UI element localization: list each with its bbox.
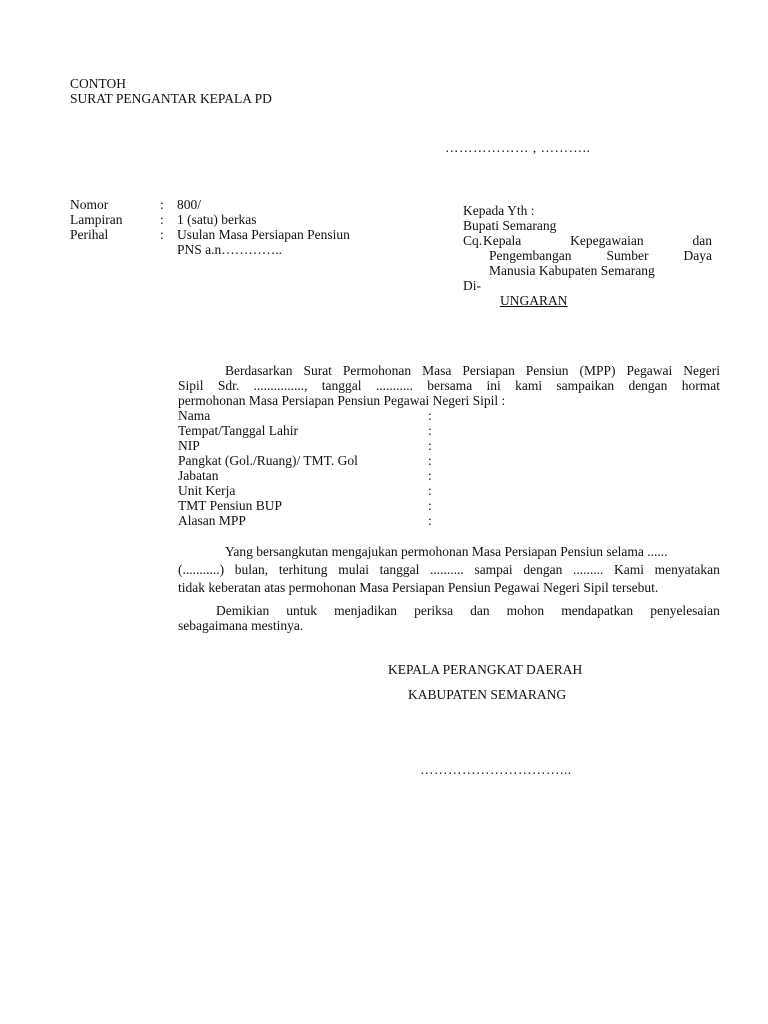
field-colon: : <box>428 468 432 483</box>
paragraph-intro <box>178 363 720 408</box>
perihal-colon: : <box>160 227 164 242</box>
word: kami <box>515 378 543 393</box>
word: dengan <box>628 378 668 393</box>
word: mohon <box>506 603 545 618</box>
word: untuk <box>286 603 318 618</box>
applicant-fields <box>178 408 448 528</box>
addressee-word: Pengembangan <box>489 248 572 263</box>
perihal-value: Usulan Masa Persiapan Pensiun <box>177 227 350 242</box>
heading-line-2: SURAT PENGANTAR KEPALA PD <box>70 91 272 106</box>
word: ......... <box>572 562 604 577</box>
addressee-cq-line <box>463 233 712 248</box>
word: dan <box>470 603 490 618</box>
paragraph-closing <box>178 603 720 633</box>
addressee-bupati: Bupati Semarang <box>463 218 557 233</box>
word: sampaikan <box>556 378 615 393</box>
paragraph-line: Yang bersangkutan mengajukan permohonan Masa Persiapan Pensiun selama ...... <box>225 544 668 559</box>
word: Demikian <box>216 603 270 618</box>
field-row <box>178 453 448 468</box>
paragraph-line: sebagaimana mestinya. <box>178 618 304 633</box>
letter-meta <box>70 197 387 257</box>
paragraph-line: tidak keberatan atas permohonan Masa Persiapan Pensiun Pegawai Negeri Sipil tersebut. <box>178 580 659 595</box>
word: tanggal <box>379 562 420 577</box>
nomor-value: 800/ <box>177 197 202 212</box>
addressee-cq-word: Kepegawaian <box>570 233 644 248</box>
perihal-value-continued: PNS a.n………….. <box>177 242 283 257</box>
field-row <box>178 483 448 498</box>
word: Persiapan <box>462 363 515 378</box>
paragraph-line <box>178 562 720 577</box>
field-colon: : <box>428 423 432 438</box>
field-label: NIP <box>178 438 200 453</box>
word: ..............., <box>253 378 308 393</box>
word: Berdasarkan <box>225 363 293 378</box>
word: menjadikan <box>334 603 398 618</box>
field-label: Pangkat (Gol./Ruang)/ TMT. Gol <box>178 453 358 468</box>
place-date-line: ……………… , ……….. <box>445 140 591 155</box>
addressee-cq-word: Cq. <box>463 233 483 248</box>
field-label: Tempat/Tanggal Lahir <box>178 423 298 438</box>
field-row <box>178 423 448 438</box>
word: Sipil <box>178 378 204 393</box>
word: menyatakan <box>654 562 720 577</box>
nomor-label: Nomor <box>70 197 109 212</box>
word: Surat <box>303 363 332 378</box>
lampiran-value: 1 (satu) berkas <box>177 212 257 227</box>
addressee-destination: UNGARAN <box>500 293 568 308</box>
addressee-line-3: Manusia Kabupaten Semarang <box>489 263 655 278</box>
field-colon: : <box>428 513 432 528</box>
word: bulan, <box>234 562 269 577</box>
document-heading <box>70 76 272 106</box>
word: Kami <box>614 562 645 577</box>
field-row <box>178 513 448 528</box>
addressee-kepada: Kepada Yth : <box>463 203 535 218</box>
word: tanggal <box>321 378 362 393</box>
paragraph-line <box>178 603 720 618</box>
word: periksa <box>414 603 454 618</box>
word: penyelesaian <box>650 603 720 618</box>
word: Sdr. <box>217 378 240 393</box>
paragraph-line: permohonan Masa Persiapan Pensiun Pegawai Negeri Sipil : <box>178 393 506 408</box>
word: bersama <box>427 378 473 393</box>
signature-subtitle: KABUPATEN SEMARANG <box>408 687 567 702</box>
addressee-block <box>463 203 712 308</box>
word: (...........) <box>178 562 225 577</box>
addressee-line-2 <box>463 248 712 263</box>
field-colon: : <box>428 498 432 513</box>
meta-row-perihal <box>70 227 387 242</box>
field-label: Alasan MPP <box>178 513 246 528</box>
field-label: Jabatan <box>178 468 219 483</box>
field-colon: : <box>428 408 432 423</box>
field-row <box>178 468 448 483</box>
word: Pegawai <box>626 363 673 378</box>
paragraph-line <box>178 363 720 378</box>
word: mendapatkan <box>561 603 634 618</box>
field-row <box>178 438 448 453</box>
nomor-colon: : <box>160 197 164 212</box>
lampiran-label: Lampiran <box>70 212 123 227</box>
word: Pensiun <box>525 363 569 378</box>
word: ........... <box>375 378 413 393</box>
signature-line <box>420 762 572 777</box>
word: sampai <box>474 562 513 577</box>
field-label: TMT Pensiun BUP <box>178 498 283 513</box>
field-colon: : <box>428 453 432 468</box>
addressee-di: Di- <box>463 278 481 293</box>
lampiran-colon: : <box>160 212 164 227</box>
word: Permohonan <box>342 363 412 378</box>
field-label: Nama <box>178 408 211 423</box>
word: (MPP) <box>579 363 616 378</box>
field-row <box>178 408 448 423</box>
word: Negeri <box>683 363 720 378</box>
meta-row-lampiran <box>70 212 387 227</box>
word: hormat <box>681 378 720 393</box>
addressee-cq-word: dan <box>692 233 712 248</box>
meta-row-nomor <box>70 197 387 212</box>
word: mulai <box>338 562 369 577</box>
field-colon: : <box>428 438 432 453</box>
word: terhitung <box>278 562 328 577</box>
perihal-label: Perihal <box>70 227 109 242</box>
paragraph-request <box>178 544 720 595</box>
field-row <box>178 498 448 513</box>
field-colon: : <box>428 483 432 498</box>
word: Masa <box>422 363 452 378</box>
field-label: Unit Kerja <box>178 483 236 498</box>
addressee-word: Daya <box>683 248 712 263</box>
word: .......... <box>430 562 464 577</box>
paragraph-line <box>178 378 720 393</box>
signature-dots: ………………………….. <box>420 762 568 777</box>
word: ini <box>486 378 501 393</box>
signature-dots-suffix: . <box>567 762 572 777</box>
heading-line-1: CONTOH <box>70 76 127 91</box>
addressee-cq-word: Kepala <box>483 233 522 248</box>
word: dengan <box>523 562 563 577</box>
addressee-word: Sumber <box>606 248 649 263</box>
signature-title: KEPALA PERANGKAT DAERAH <box>388 662 583 677</box>
